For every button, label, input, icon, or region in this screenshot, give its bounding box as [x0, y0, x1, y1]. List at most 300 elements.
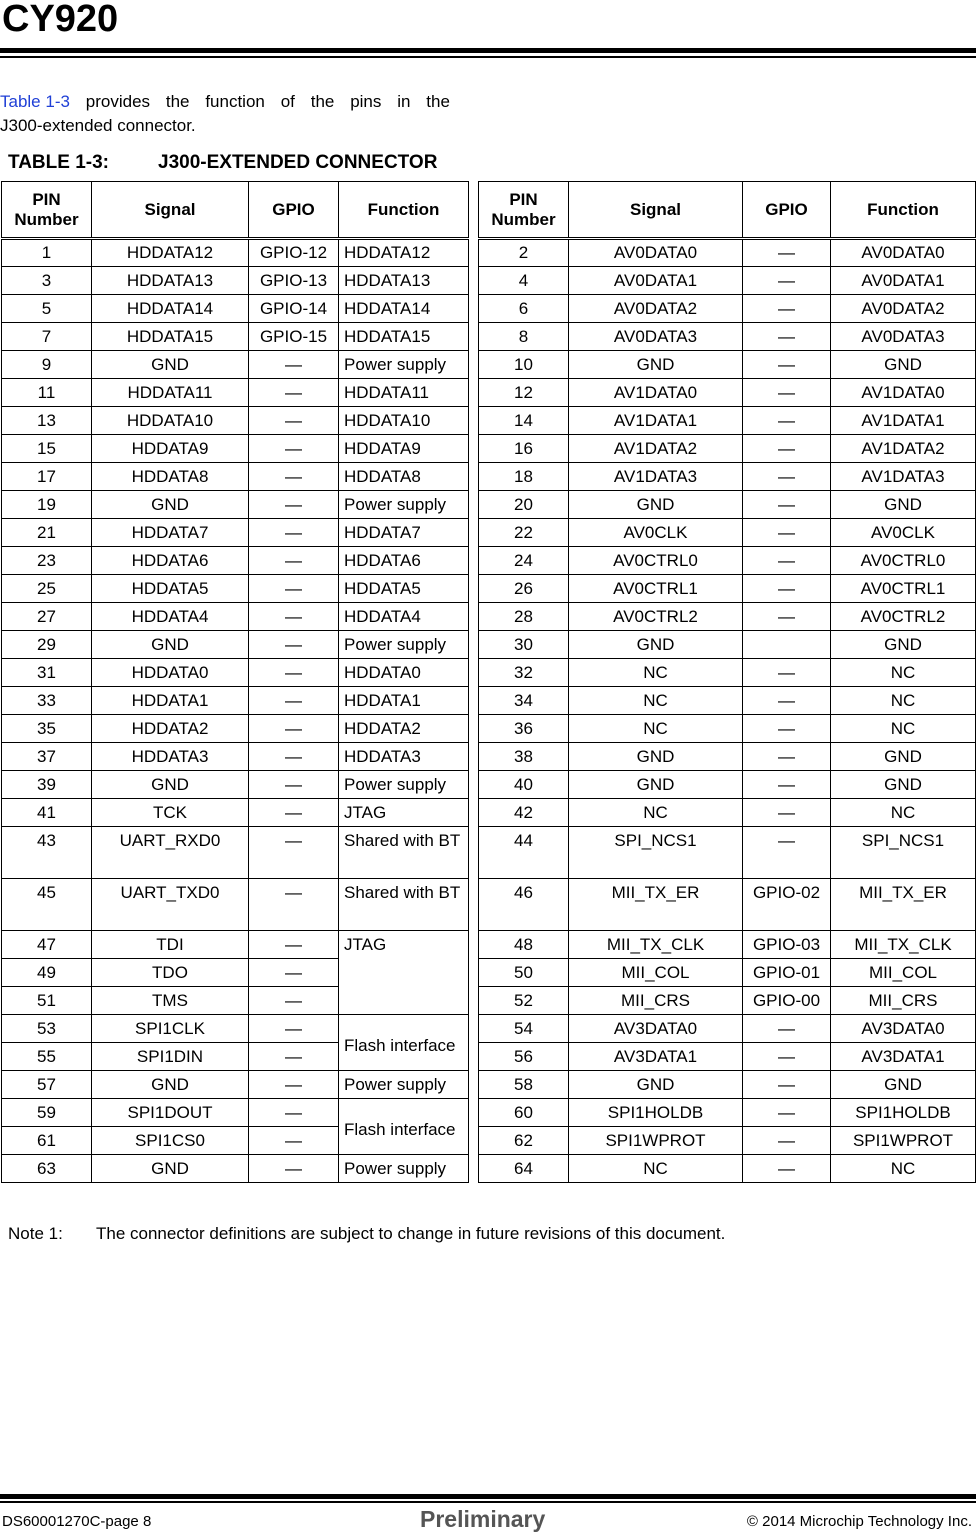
signal-cell-right: MII_CRS	[569, 987, 743, 1015]
signal-cell-right: AV0CTRL2	[569, 603, 743, 631]
function-cell-left: HDDATA11	[339, 379, 469, 407]
gpio-cell-left: —	[249, 575, 339, 603]
column-gap	[469, 987, 479, 1015]
function-cell-right: NC	[831, 799, 976, 827]
pin-number-cell-left: 55	[2, 1043, 92, 1071]
signal-cell-left: HDDATA11	[92, 379, 249, 407]
function-cell-right: AV0DATA2	[831, 295, 976, 323]
pin-number-cell-right: 48	[479, 931, 569, 959]
connector-pin-table	[1, 181, 976, 1183]
function-cell-left: HDDATA4	[339, 603, 469, 631]
signal-cell-left: HDDATA5	[92, 575, 249, 603]
signal-cell-left: GND	[92, 491, 249, 519]
gpio-cell-right: —	[743, 379, 831, 407]
footer-rule	[0, 1494, 976, 1499]
pin-number-cell-left: 25	[2, 575, 92, 603]
pin-number-cell-left: 21	[2, 519, 92, 547]
pin-number-cell-left: 39	[2, 771, 92, 799]
table-row	[2, 323, 976, 351]
header-function-right: Function	[831, 182, 976, 239]
gpio-cell-left: —	[249, 879, 339, 931]
table-row	[2, 407, 976, 435]
gpio-cell-right: —	[743, 547, 831, 575]
pin-number-cell-left: 5	[2, 295, 92, 323]
signal-cell-right: AV1DATA3	[569, 463, 743, 491]
table-row	[2, 1155, 976, 1183]
signal-cell-right: GND	[569, 1071, 743, 1099]
pin-number-cell-right: 50	[479, 959, 569, 987]
signal-cell-left: GND	[92, 631, 249, 659]
function-cell-left: Power supply	[339, 491, 469, 519]
column-gap	[469, 687, 479, 715]
function-cell-left: HDDATA9	[339, 435, 469, 463]
table-row	[2, 827, 976, 879]
header-function-left: Function	[339, 182, 469, 239]
signal-cell-left: HDDATA4	[92, 603, 249, 631]
header-rule-thin	[0, 56, 976, 58]
function-cell-left: Flash interface	[339, 1015, 469, 1071]
column-gap	[469, 1043, 479, 1071]
column-gap	[469, 931, 479, 959]
gpio-cell-right: —	[743, 351, 831, 379]
gpio-cell-right: —	[743, 267, 831, 295]
function-cell-right: GND	[831, 351, 976, 379]
gpio-cell-left: —	[249, 771, 339, 799]
pin-number-cell-left: 29	[2, 631, 92, 659]
pin-number-cell-right: 30	[479, 631, 569, 659]
intro-word: of	[280, 92, 295, 111]
function-cell-left: HDDATA13	[339, 267, 469, 295]
gpio-cell-left: —	[249, 1015, 339, 1043]
note-text: The connector definitions are subject to change in future revisions of this document.	[96, 1224, 726, 1243]
pin-number-cell-right: 58	[479, 1071, 569, 1099]
pin-number-cell-left: 51	[2, 987, 92, 1015]
gpio-cell-right: —	[743, 575, 831, 603]
function-cell-right: AV0CTRL0	[831, 547, 976, 575]
intro-word: the	[426, 92, 450, 111]
pin-number-cell-left: 17	[2, 463, 92, 491]
table-row	[2, 799, 976, 827]
gpio-cell-right: GPIO-01	[743, 959, 831, 987]
function-cell-left: JTAG	[339, 931, 469, 1015]
signal-cell-right: AV0DATA2	[569, 295, 743, 323]
pin-number-cell-right: 54	[479, 1015, 569, 1043]
function-cell-right: AV0DATA0	[831, 239, 976, 267]
gpio-cell-right: —	[743, 687, 831, 715]
pin-number-cell-right: 4	[479, 267, 569, 295]
pin-number-cell-left: 41	[2, 799, 92, 827]
function-cell-left: HDDATA10	[339, 407, 469, 435]
table-row	[2, 1043, 976, 1071]
pin-number-cell-left: 47	[2, 931, 92, 959]
signal-cell-left: SPI1DIN	[92, 1043, 249, 1071]
table-row	[2, 463, 976, 491]
function-cell-left: HDDATA2	[339, 715, 469, 743]
pin-number-cell-left: 31	[2, 659, 92, 687]
function-cell-left: JTAG	[339, 799, 469, 827]
function-cell-right: GND	[831, 631, 976, 659]
function-cell-left: HDDATA0	[339, 659, 469, 687]
table-row	[2, 1127, 976, 1155]
intro-word: function	[205, 92, 265, 111]
gpio-cell-right: GPIO-03	[743, 931, 831, 959]
pin-number-cell-left: 11	[2, 379, 92, 407]
signal-cell-right: AV0CTRL1	[569, 575, 743, 603]
footer-status: Preliminary	[420, 1506, 546, 1532]
table-row	[2, 491, 976, 519]
function-cell-right: MII_CRS	[831, 987, 976, 1015]
function-cell-right: MII_COL	[831, 959, 976, 987]
header-gpio-left: GPIO	[249, 182, 339, 239]
column-gap	[469, 631, 479, 659]
gpio-cell-left: —	[249, 631, 339, 659]
function-cell-right: MII_TX_CLK	[831, 931, 976, 959]
gpio-cell-right: —	[743, 799, 831, 827]
column-gap	[469, 659, 479, 687]
gpio-cell-left: —	[249, 743, 339, 771]
pin-number-cell-left: 1	[2, 239, 92, 267]
signal-cell-right: MII_TX_CLK	[569, 931, 743, 959]
gpio-cell-left: —	[249, 379, 339, 407]
function-cell-left: Power supply	[339, 1155, 469, 1183]
function-cell-right: MII_TX_ER	[831, 879, 976, 931]
signal-cell-left: SPI1CS0	[92, 1127, 249, 1155]
function-cell-left: HDDATA8	[339, 463, 469, 491]
signal-cell-right: AV3DATA0	[569, 1015, 743, 1043]
signal-cell-left: TDI	[92, 931, 249, 959]
function-cell-right: AV0DATA3	[831, 323, 976, 351]
gpio-cell-left: —	[249, 987, 339, 1015]
function-cell-left: Shared with BT	[339, 879, 469, 931]
function-cell-right: AV0CTRL1	[831, 575, 976, 603]
pin-number-cell-right: 6	[479, 295, 569, 323]
function-cell-left: Power supply	[339, 631, 469, 659]
gpio-cell-right: —	[743, 407, 831, 435]
table-row	[2, 239, 976, 267]
signal-cell-right: NC	[569, 659, 743, 687]
pin-number-cell-left: 3	[2, 267, 92, 295]
pin-number-cell-left: 35	[2, 715, 92, 743]
gpio-cell-left: —	[249, 1099, 339, 1127]
pin-number-cell-left: 63	[2, 1155, 92, 1183]
intro-paragraph	[0, 90, 450, 138]
table-row	[2, 295, 976, 323]
function-cell-right: NC	[831, 715, 976, 743]
signal-cell-right: NC	[569, 799, 743, 827]
column-gap	[469, 1155, 479, 1183]
gpio-cell-right: —	[743, 1043, 831, 1071]
function-cell-right: NC	[831, 1155, 976, 1183]
pin-number-cell-right: 46	[479, 879, 569, 931]
column-gap	[469, 1071, 479, 1099]
function-cell-right: AV3DATA0	[831, 1015, 976, 1043]
gpio-cell-right: —	[743, 519, 831, 547]
gpio-cell-right: GPIO-02	[743, 879, 831, 931]
pin-number-cell-left: 59	[2, 1099, 92, 1127]
pin-number-cell-left: 53	[2, 1015, 92, 1043]
header-signal-left: Signal	[92, 182, 249, 239]
function-cell-left: Power supply	[339, 1071, 469, 1099]
table-row	[2, 1071, 976, 1099]
intro-word: the	[310, 92, 335, 111]
pin-number-cell-left: 19	[2, 491, 92, 519]
function-cell-left: HDDATA14	[339, 295, 469, 323]
pin-number-cell-right: 38	[479, 743, 569, 771]
signal-cell-right: GND	[569, 351, 743, 379]
gpio-cell-right: —	[743, 827, 831, 879]
column-gap	[469, 743, 479, 771]
signal-cell-right: AV0DATA3	[569, 323, 743, 351]
signal-cell-right: AV3DATA1	[569, 1043, 743, 1071]
signal-cell-left: HDDATA14	[92, 295, 249, 323]
gpio-cell-left: GPIO-15	[249, 323, 339, 351]
table-caption	[8, 152, 437, 174]
signal-cell-left: TMS	[92, 987, 249, 1015]
table-row	[2, 603, 976, 631]
pin-number-cell-right: 44	[479, 827, 569, 879]
column-gap	[469, 295, 479, 323]
pin-number-cell-right: 56	[479, 1043, 569, 1071]
gpio-cell-left: —	[249, 1043, 339, 1071]
pin-number-cell-left: 37	[2, 743, 92, 771]
table-row	[2, 931, 976, 959]
column-gap	[469, 575, 479, 603]
pin-number-cell-left: 57	[2, 1071, 92, 1099]
gpio-cell-left: —	[249, 491, 339, 519]
gpio-cell-right: —	[743, 1099, 831, 1127]
pin-number-cell-right: 36	[479, 715, 569, 743]
signal-cell-right: AV1DATA1	[569, 407, 743, 435]
column-gap	[469, 463, 479, 491]
gpio-cell-right: —	[743, 239, 831, 267]
column-gap	[469, 1099, 479, 1127]
pin-number-cell-right: 52	[479, 987, 569, 1015]
pin-number-cell-left: 27	[2, 603, 92, 631]
signal-cell-right: GND	[569, 771, 743, 799]
function-cell-left: HDDATA6	[339, 547, 469, 575]
pin-number-cell-right: 32	[479, 659, 569, 687]
pin-number-cell-right: 16	[479, 435, 569, 463]
pin-number-cell-right: 20	[479, 491, 569, 519]
pin-number-cell-left: 13	[2, 407, 92, 435]
table-reference-link[interactable]: Table 1-3	[0, 92, 70, 111]
function-cell-left: HDDATA5	[339, 575, 469, 603]
table-row	[2, 715, 976, 743]
signal-cell-right: NC	[569, 687, 743, 715]
signal-cell-left: UART_TXD0	[92, 879, 249, 931]
function-cell-left: HDDATA15	[339, 323, 469, 351]
signal-cell-left: HDDATA8	[92, 463, 249, 491]
function-cell-right: AV1DATA3	[831, 463, 976, 491]
signal-cell-right: AV1DATA2	[569, 435, 743, 463]
function-cell-right: AV0CLK	[831, 519, 976, 547]
table-row	[2, 379, 976, 407]
pin-number-cell-left: 49	[2, 959, 92, 987]
pin-number-cell-right: 18	[479, 463, 569, 491]
signal-cell-right: AV0CTRL0	[569, 547, 743, 575]
function-cell-right: AV1DATA1	[831, 407, 976, 435]
pin-number-cell-right: 40	[479, 771, 569, 799]
pin-number-cell-left: 43	[2, 827, 92, 879]
table-row	[2, 1099, 976, 1127]
gpio-cell-right: —	[743, 715, 831, 743]
gpio-cell-left: —	[249, 1127, 339, 1155]
header-signal-right: Signal	[569, 182, 743, 239]
function-cell-right: GND	[831, 1071, 976, 1099]
column-gap	[469, 407, 479, 435]
gpio-cell-left: —	[249, 827, 339, 879]
function-cell-right: GND	[831, 743, 976, 771]
header-gpio-right: GPIO	[743, 182, 831, 239]
function-cell-right: SPI1HOLDB	[831, 1099, 976, 1127]
signal-cell-left: HDDATA12	[92, 239, 249, 267]
pin-number-cell-left: 23	[2, 547, 92, 575]
pin-number-cell-right: 14	[479, 407, 569, 435]
table-row	[2, 575, 976, 603]
table-header-row	[2, 182, 976, 239]
column-gap	[469, 603, 479, 631]
table-row	[2, 987, 976, 1015]
pin-number-cell-left: 15	[2, 435, 92, 463]
function-cell-right: GND	[831, 491, 976, 519]
pin-number-cell-left: 61	[2, 1127, 92, 1155]
intro-word: the	[165, 92, 190, 111]
header-rule	[0, 48, 976, 53]
table-row	[2, 351, 976, 379]
gpio-cell-right: —	[743, 1071, 831, 1099]
column-gap	[469, 491, 479, 519]
table-row	[2, 959, 976, 987]
table-row	[2, 1015, 976, 1043]
gpio-cell-left: —	[249, 715, 339, 743]
table-row	[2, 743, 976, 771]
function-cell-left: HDDATA7	[339, 519, 469, 547]
gpio-cell-left: —	[249, 407, 339, 435]
signal-cell-right: AV0DATA0	[569, 239, 743, 267]
table-row	[2, 435, 976, 463]
signal-cell-left: HDDATA15	[92, 323, 249, 351]
intro-line-2: J300-extended connector.	[0, 116, 196, 135]
pin-number-cell-right: 26	[479, 575, 569, 603]
note-label: Note 1:	[8, 1224, 63, 1243]
table-note	[8, 1224, 725, 1244]
function-cell-right: GND	[831, 771, 976, 799]
function-cell-right: AV0DATA1	[831, 267, 976, 295]
table-row	[2, 659, 976, 687]
gpio-cell-left: —	[249, 603, 339, 631]
column-gap	[469, 799, 479, 827]
gpio-cell-right: —	[743, 1155, 831, 1183]
gpio-cell-right: —	[743, 435, 831, 463]
gpio-cell-right: —	[743, 295, 831, 323]
gpio-cell-left: —	[249, 799, 339, 827]
pin-number-cell-right: 12	[479, 379, 569, 407]
signal-cell-left: HDDATA10	[92, 407, 249, 435]
signal-cell-left: SPI1CLK	[92, 1015, 249, 1043]
gpio-cell-left: —	[249, 959, 339, 987]
pin-number-cell-right: 22	[479, 519, 569, 547]
signal-cell-left: HDDATA1	[92, 687, 249, 715]
signal-cell-right: NC	[569, 715, 743, 743]
function-cell-left: Shared with BT	[339, 827, 469, 879]
table-row	[2, 879, 976, 931]
signal-cell-right: SPI1WPROT	[569, 1127, 743, 1155]
gpio-cell-left: —	[249, 351, 339, 379]
column-gap	[469, 435, 479, 463]
function-cell-right: NC	[831, 659, 976, 687]
function-cell-left: Power supply	[339, 771, 469, 799]
signal-cell-left: GND	[92, 1155, 249, 1183]
header-pin-number-right: PIN Number	[479, 182, 569, 239]
pin-number-cell-left: 45	[2, 879, 92, 931]
signal-cell-left: HDDATA3	[92, 743, 249, 771]
column-gap	[469, 1015, 479, 1043]
signal-cell-right: AV1DATA0	[569, 379, 743, 407]
column-gap	[469, 547, 479, 575]
signal-cell-left: SPI1DOUT	[92, 1099, 249, 1127]
gpio-cell-right: —	[743, 323, 831, 351]
pin-number-cell-right: 42	[479, 799, 569, 827]
gpio-cell-right: —	[743, 603, 831, 631]
pin-number-cell-right: 8	[479, 323, 569, 351]
column-gap	[469, 519, 479, 547]
gpio-cell-right: —	[743, 771, 831, 799]
table-row	[2, 267, 976, 295]
table-row	[2, 687, 976, 715]
gpio-cell-right: —	[743, 491, 831, 519]
footer-copyright: © 2014 Microchip Technology Inc.	[746, 1513, 972, 1530]
column-gap	[469, 959, 479, 987]
signal-cell-right: SPI1HOLDB	[569, 1099, 743, 1127]
gpio-cell-right: —	[743, 1015, 831, 1043]
function-cell-left: HDDATA3	[339, 743, 469, 771]
function-cell-right: AV1DATA2	[831, 435, 976, 463]
intro-word: in	[397, 92, 411, 111]
pin-number-cell-right: 62	[479, 1127, 569, 1155]
gpio-cell-left: —	[249, 687, 339, 715]
gpio-cell-left: —	[249, 659, 339, 687]
signal-cell-right: MII_TX_ER	[569, 879, 743, 931]
pin-number-cell-left: 33	[2, 687, 92, 715]
gpio-cell-right: —	[743, 659, 831, 687]
signal-cell-left: UART_RXD0	[92, 827, 249, 879]
gpio-cell-left: —	[249, 435, 339, 463]
column-gap	[469, 182, 479, 239]
function-cell-right: AV0CTRL2	[831, 603, 976, 631]
signal-cell-right: GND	[569, 491, 743, 519]
pin-number-cell-left: 7	[2, 323, 92, 351]
pin-number-cell-right: 64	[479, 1155, 569, 1183]
signal-cell-right: MII_COL	[569, 959, 743, 987]
function-cell-right: AV1DATA0	[831, 379, 976, 407]
gpio-cell-left: —	[249, 463, 339, 491]
table-row	[2, 771, 976, 799]
column-gap	[469, 715, 479, 743]
column-gap	[469, 1127, 479, 1155]
signal-cell-left: HDDATA6	[92, 547, 249, 575]
header-pin-number-left: PIN Number	[2, 182, 92, 239]
signal-cell-right: NC	[569, 1155, 743, 1183]
gpio-cell-left: —	[249, 519, 339, 547]
function-cell-left: Flash interface	[339, 1099, 469, 1155]
gpio-cell-left: GPIO-12	[249, 239, 339, 267]
signal-cell-right: AV0DATA1	[569, 267, 743, 295]
signal-cell-left: HDDATA13	[92, 267, 249, 295]
signal-cell-left: TCK	[92, 799, 249, 827]
table-row	[2, 631, 976, 659]
gpio-cell-left: GPIO-13	[249, 267, 339, 295]
column-gap	[469, 239, 479, 267]
